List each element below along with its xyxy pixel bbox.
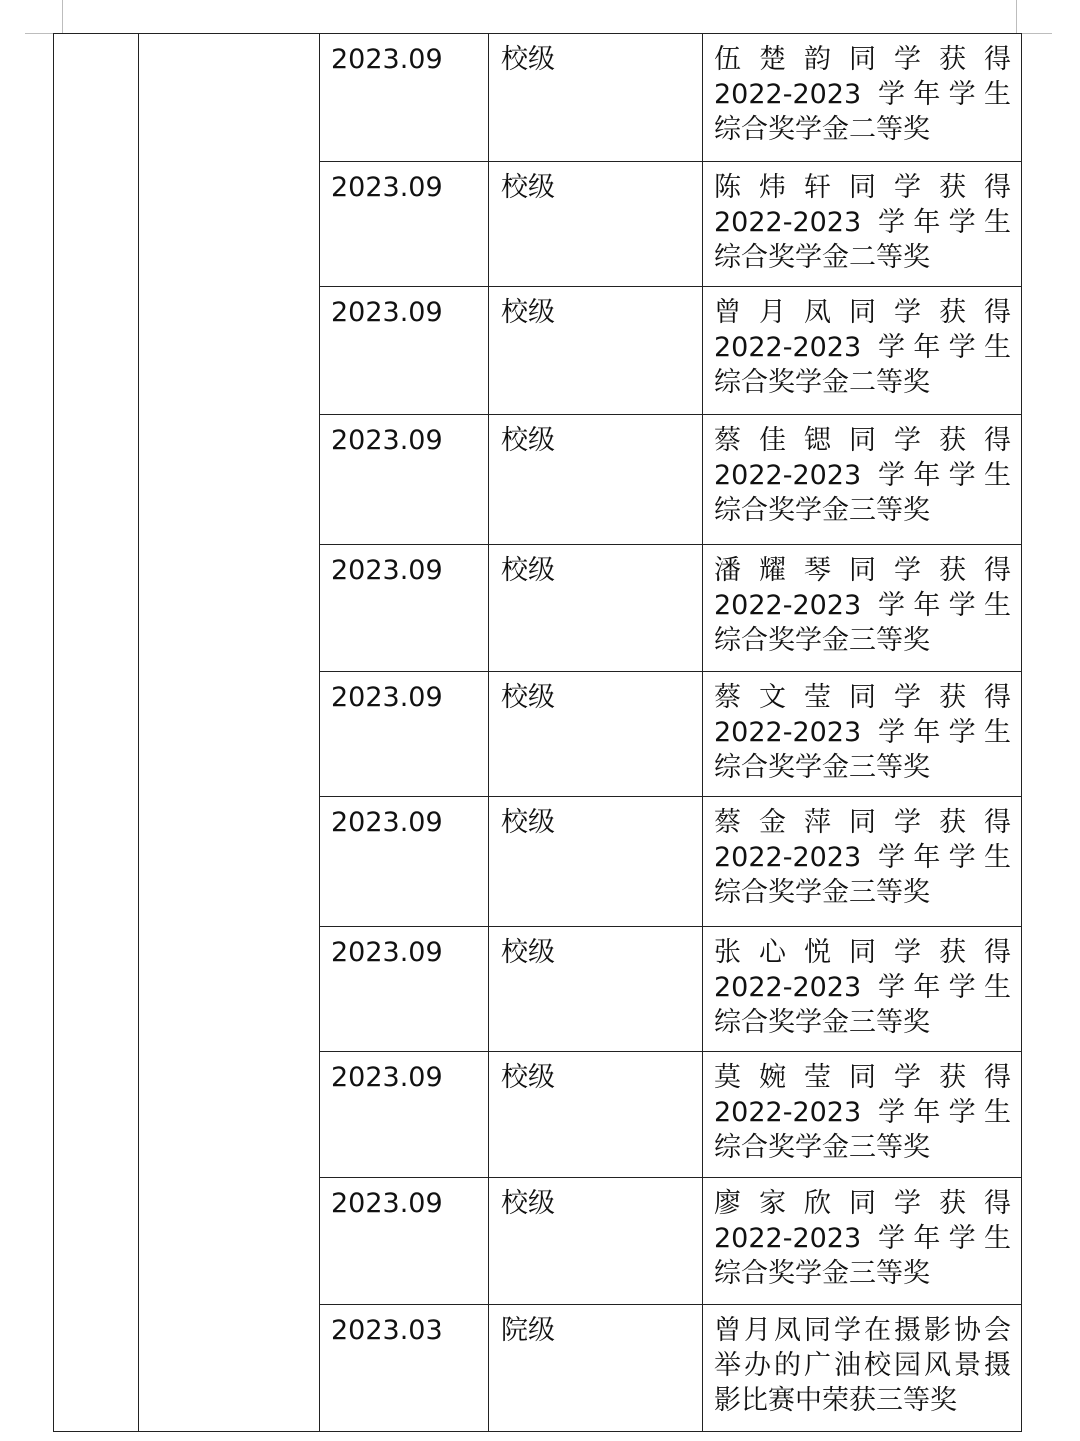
award-description-cell [703, 545, 1022, 672]
award-level-cell: 校级 [489, 34, 703, 162]
award-description-line: 2022-2023 学年学生 [714, 972, 1011, 1003]
award-description-line: 2022-2023 学年学生 [714, 590, 1011, 621]
award-description-cell [703, 162, 1022, 287]
merged-subject-cell [139, 34, 320, 1432]
table-row [54, 34, 1022, 162]
award-date-cell: 2023.03 [320, 1305, 489, 1432]
award-date-cell: 2023.09 [320, 415, 489, 545]
award-date-cell: 2023.09 [320, 1052, 489, 1178]
award-description-line: 曾月凤同学在摄影协会 [714, 1315, 1011, 1346]
award-description-line: 廖家欣同学获得 [714, 1188, 1011, 1219]
award-description-line: 蔡金萍同学获得 [714, 807, 1011, 838]
award-date-cell: 2023.09 [320, 927, 489, 1052]
award-description-line: 2022-2023 学年学生 [714, 207, 1011, 238]
award-description-line: 综合奖学金三等奖 [714, 877, 930, 908]
award-description-line: 2022-2023 学年学生 [714, 79, 1011, 110]
award-description-line: 综合奖学金三等奖 [714, 1007, 930, 1038]
award-level-cell: 校级 [489, 1178, 703, 1305]
award-description-line: 综合奖学金二等奖 [714, 114, 930, 145]
award-description-cell [703, 415, 1022, 545]
awards-table [53, 33, 1022, 1432]
award-date-cell: 2023.09 [320, 287, 489, 415]
award-description-cell [703, 287, 1022, 415]
margin-corner-mark [62, 0, 63, 34]
award-date-cell: 2023.09 [320, 672, 489, 797]
award-description-line: 蔡佳锶同学获得 [714, 425, 1011, 456]
award-level-cell: 校级 [489, 797, 703, 927]
award-description-line: 潘耀琴同学获得 [714, 555, 1011, 586]
award-description-line: 综合奖学金三等奖 [714, 1132, 930, 1163]
award-description-cell [703, 797, 1022, 927]
award-description-line: 2022-2023 学年学生 [714, 1223, 1011, 1254]
award-description-cell [703, 1178, 1022, 1305]
award-level-cell: 校级 [489, 415, 703, 545]
award-description-line: 2022-2023 学年学生 [714, 332, 1011, 363]
award-description-line: 综合奖学金二等奖 [714, 242, 930, 273]
award-description-line: 举办的广油校园风景摄 [714, 1350, 1011, 1381]
award-date-cell: 2023.09 [320, 1178, 489, 1305]
award-description-line: 综合奖学金三等奖 [714, 752, 930, 783]
award-description-line: 综合奖学金三等奖 [714, 1258, 930, 1289]
award-date-cell: 2023.09 [320, 797, 489, 927]
award-description-line: 伍楚韵同学获得 [714, 44, 1011, 75]
award-description-line: 蔡文莹同学获得 [714, 682, 1011, 713]
award-date-cell: 2023.09 [320, 545, 489, 672]
award-description-cell [703, 1305, 1022, 1432]
award-description-line: 综合奖学金二等奖 [714, 367, 930, 398]
award-description-line: 2022-2023 学年学生 [714, 1097, 1011, 1128]
award-level-cell: 院级 [489, 1305, 703, 1432]
award-level-cell: 校级 [489, 927, 703, 1052]
award-description-cell [703, 927, 1022, 1052]
award-description-line: 张心悦同学获得 [714, 937, 1011, 968]
award-description-line: 陈炜轩同学获得 [714, 172, 1011, 203]
award-level-cell: 校级 [489, 672, 703, 797]
award-description-line: 莫婉莹同学获得 [714, 1062, 1011, 1093]
margin-corner-mark [1016, 0, 1017, 34]
award-description-cell [703, 1052, 1022, 1178]
award-description-cell [703, 672, 1022, 797]
award-description-line: 2022-2023 学年学生 [714, 717, 1011, 748]
awards-table-body [54, 34, 1022, 1432]
award-date-cell: 2023.09 [320, 162, 489, 287]
award-description-line: 曾月凤同学获得 [714, 297, 1011, 328]
award-description-line: 2022-2023 学年学生 [714, 460, 1011, 491]
award-level-cell: 校级 [489, 545, 703, 672]
award-description-line: 综合奖学金三等奖 [714, 495, 930, 526]
award-description-line: 综合奖学金三等奖 [714, 625, 930, 656]
merged-category-cell [54, 34, 139, 1432]
award-level-cell: 校级 [489, 1052, 703, 1178]
award-description-line: 2022-2023 学年学生 [714, 842, 1011, 873]
award-description-cell [703, 34, 1022, 162]
award-level-cell: 校级 [489, 287, 703, 415]
award-description-line: 影比赛中荣获三等奖 [714, 1385, 957, 1416]
award-level-cell: 校级 [489, 162, 703, 287]
award-date-cell: 2023.09 [320, 34, 489, 162]
